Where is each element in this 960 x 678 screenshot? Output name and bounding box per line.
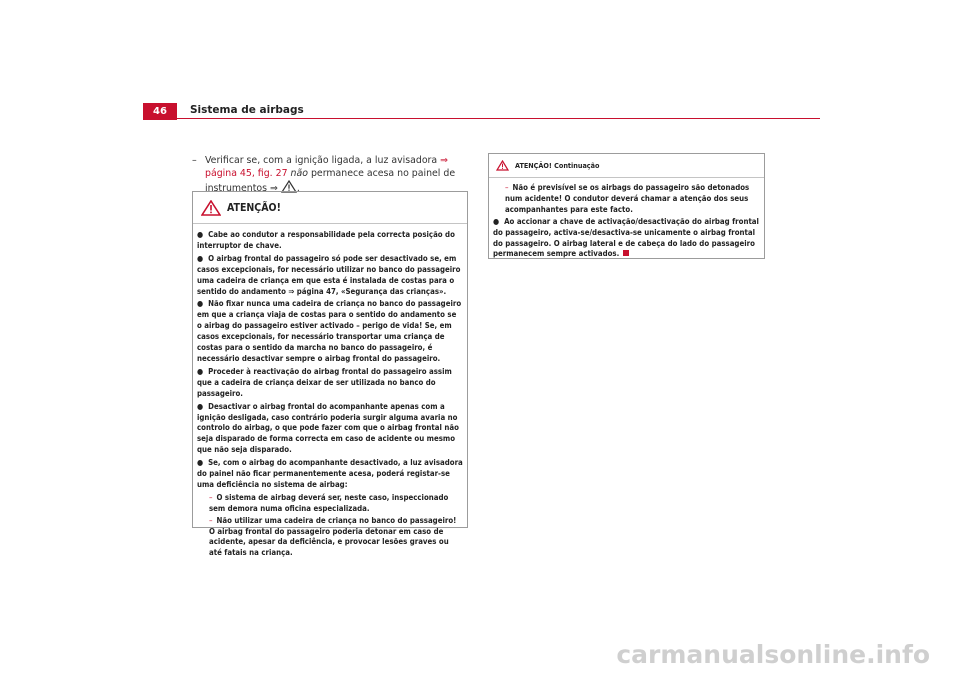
- warning-subitem: [197, 493, 463, 515]
- watermark: carmanualsonline.info: [616, 640, 930, 669]
- warning-heading: ATENÇÃO!: [227, 202, 281, 214]
- warning-item-text: Se, com o airbag do acompanhante desactivado, a luz avisadora do painel não ficar permanentemente acesa, poderá registar-se uma deficiência no sistema de airbag:: [197, 458, 463, 489]
- warning-subitem-text: Não é previsível se os airbags do passageiro são detonados num acidente! O condutor deverá chamar a atenção dos seus acompanhantes para este facto.: [505, 183, 750, 214]
- intro-dash: –: [192, 155, 197, 166]
- warning-item: [493, 217, 760, 261]
- sub-dash: –: [209, 492, 213, 502]
- sub-dash: –: [505, 183, 509, 192]
- warning-item: [197, 367, 463, 400]
- warning-subitem: [493, 183, 760, 216]
- warning-triangle-icon: [201, 200, 221, 216]
- warning-subitem-text: Não utilizar uma cadeira de criança no banco do passageiro! O airbag frontal do passageiro poderia detonar em caso de acidente, apesar da deficiência, e provocar lesões graves ou até fatais na criança.: [209, 515, 457, 558]
- warning-item: [197, 254, 463, 298]
- end-of-section-marker: [623, 250, 629, 256]
- warning-continuation-header: [489, 154, 764, 178]
- warning-item-text: Não fixar nunca uma cadeira de criança no banco do passageiro em que a criança viaja de costas para o sentido do andamento se o airbag do passageiro estiver activado – perigo de vida! Se, em casos excepcionais, for necessário transportar uma criança de costas para o sentido da marcha no banco do passageiro, é necessário desactivar sempre o airbag frontal do passageiro.: [197, 299, 462, 363]
- warning-continuation-body: [489, 178, 764, 260]
- warning-box: [192, 191, 468, 558]
- intro-emphasis: não: [290, 168, 308, 179]
- warning-item-text: Cabe ao condutor a responsabilidade pela correcta posição do interruptor de chave.: [197, 230, 455, 250]
- warning-item-text: Desactivar o airbag frontal do acompanhante apenas com a ignição desligada, caso contrário poderia surgir alguma avaria no controlo do airbag, o que pode fazer com que o airbag frontal não seja disparado de forma correcta em caso de acidente ou mesmo que não seja disparado.: [197, 401, 459, 455]
- warning-continuation-heading: ATENÇÃO! Continuação: [515, 161, 600, 170]
- warning-item: [197, 299, 463, 364]
- warning-item-text: Proceder à reactivação do airbag frontal do passageiro assim que a cadeira de criança deixar de ser utilizada no banco do passageiro.: [197, 366, 452, 398]
- intro-instruction: [192, 154, 470, 195]
- page-reference-link[interactable]: página 45, fig. 27: [205, 168, 288, 179]
- bullet: ●: [197, 458, 204, 468]
- page-number: 46: [143, 103, 177, 120]
- sub-dash: –: [209, 515, 213, 525]
- warning-item: [197, 230, 463, 252]
- warning-item: [197, 402, 463, 457]
- page-title: Sistema de airbags: [190, 104, 304, 116]
- intro-arrow-2: ⇒: [270, 183, 278, 194]
- bullet: ●: [197, 253, 204, 263]
- warning-subitem: [197, 516, 463, 560]
- bullet: ●: [197, 401, 204, 411]
- intro-text-1: Verificar se, com a ignição ligada, a luz avisadora: [205, 155, 438, 166]
- intro-arrow: ⇒: [440, 155, 448, 166]
- bullet: ●: [493, 216, 500, 226]
- bullet: ●: [197, 366, 204, 376]
- warning-box-header: [193, 192, 467, 224]
- warning-item-text: Ao accionar a chave de activação/desactivação do airbag frontal do passageiro, activa-se/desactiva-se unicamente o airbag frontal do passageiro. O airbag lateral e de cabeça do lado do passageiro permanecem sempre activados.: [493, 216, 759, 259]
- warning-item-text: O airbag frontal do passageiro só pode ser desactivado se, em casos excepcionais, for necessário utilizar no banco do passageiro uma cadeira de criança em que esta é instalada de costas para o sentido do andamento ⇒ página 47, «Segurança das crianças».: [197, 253, 461, 296]
- warning-subitem-text: O sistema de airbag deverá ser, neste caso, inspeccionado sem demora numa oficina especializada.: [209, 492, 449, 513]
- warning-continuation-box: [488, 153, 765, 259]
- header-rule: [177, 118, 820, 119]
- bullet: ●: [197, 230, 204, 239]
- warning-box-body: [193, 224, 467, 559]
- warning-triangle-icon: [496, 160, 509, 171]
- intro-end: .: [296, 183, 300, 194]
- intro-text-2: permanece acesa no painel de instrumentos: [205, 168, 456, 194]
- warning-item: [197, 458, 463, 491]
- bullet: ●: [197, 299, 204, 309]
